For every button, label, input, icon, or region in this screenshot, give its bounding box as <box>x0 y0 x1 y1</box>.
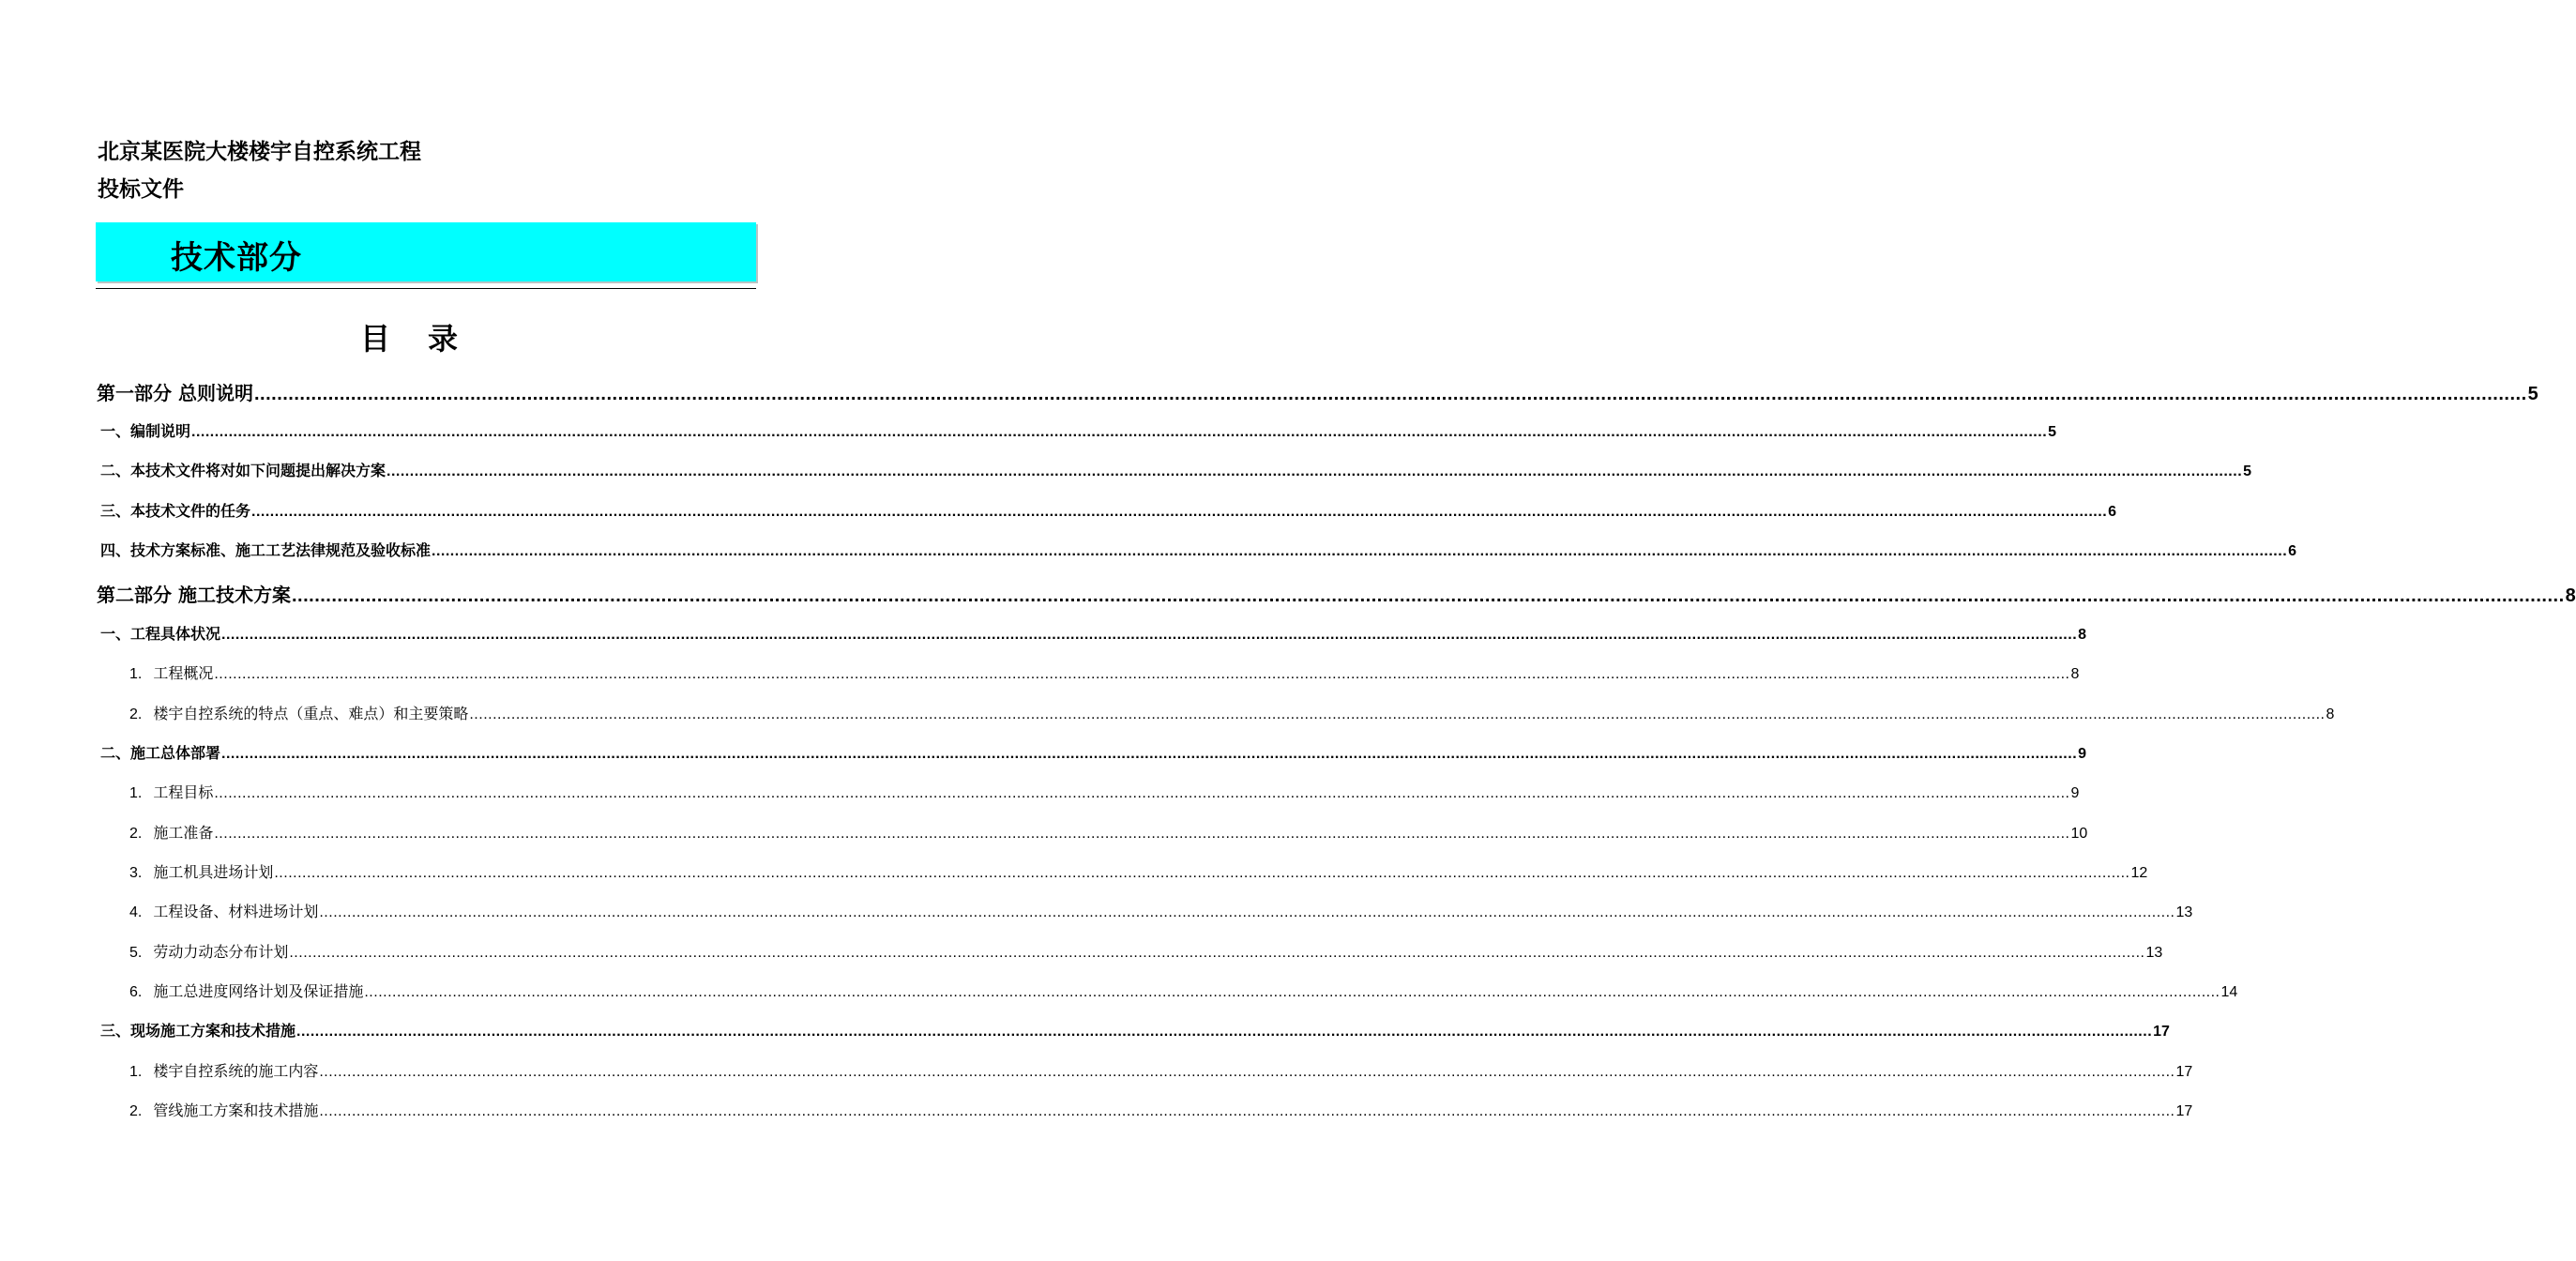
toc-page-number: 17 <box>2153 1024 2170 1040</box>
toc-dot-leader: ................................................................................................................................................................................................................................................................................................................................................................................................................ <box>364 984 2220 1000</box>
toc-page-number: 13 <box>2145 945 2163 961</box>
toc-entry-label: 劳动力动态分布计划 <box>153 943 289 961</box>
toc-entry-label: 楼宇自控系统的施工内容 <box>153 1062 319 1080</box>
toc-entry-number: 1. <box>129 1064 143 1080</box>
toc-entry[interactable] <box>129 900 2193 928</box>
toc-entry-label: 三、本技术文件的任务 <box>100 502 251 520</box>
toc-entry-number: 2. <box>129 826 143 842</box>
toc-entry-label: 三、现场施工方案和技术措施 <box>100 1022 296 1040</box>
toc-entry[interactable] <box>129 1099 2193 1127</box>
toc-entry[interactable] <box>97 378 2538 406</box>
toc-dot-leader: ................................................................................................................................................................................................................................................................................................................................................................................................................ <box>221 627 2078 643</box>
toc-entry-number: 5. <box>129 945 143 961</box>
toc-page-number: 8 <box>2565 585 2576 606</box>
toc-dot-leader: ................................................................................................................................................................................................................................................................................................................................................................................................................ <box>251 504 2108 520</box>
toc-dot-leader: ................................................................................................................................................................................................................................................................................................................................................................................................................ <box>291 585 2565 606</box>
toc-page-number: 8 <box>2326 706 2335 722</box>
toc-page-number: 5 <box>2243 463 2252 479</box>
toc-entry-label: 工程目标 <box>153 783 214 801</box>
toc-dot-leader: ................................................................................................................................................................................................................................................................................................................................................................................................................ <box>432 543 2288 559</box>
horizontal-rule <box>96 288 756 289</box>
toc-dot-leader: ................................................................................................................................................................................................................................................................................................................................................................................................................ <box>289 945 2145 961</box>
toc-dot-leader: ................................................................................................................................................................................................................................................................................................................................................................................................................ <box>191 424 2048 440</box>
toc-page-number: 9 <box>2078 746 2087 762</box>
toc-entry[interactable] <box>129 821 2088 849</box>
document-subtitle: 投标文件 <box>98 177 184 202</box>
toc-page-number: 10 <box>2070 826 2088 842</box>
toc-page-number: 17 <box>2175 1064 2193 1080</box>
toc-page-number: 6 <box>2108 504 2117 520</box>
toc-entry-label: 管线施工方案和技术措施 <box>153 1101 319 1119</box>
toc-entry[interactable] <box>100 622 2087 650</box>
toc-entry-label: 二、本技术文件将对如下问题提出解决方案 <box>100 462 386 479</box>
toc-entry[interactable] <box>129 860 2148 889</box>
toc-entry-number: 6. <box>129 984 143 1000</box>
toc-dot-leader: ................................................................................................................................................................................................................................................................................................................................................................................................................ <box>214 666 2070 682</box>
toc-entry-label: 施工机具进场计划 <box>153 863 274 881</box>
toc-dot-leader: ................................................................................................................................................................................................................................................................................................................................................................................................................ <box>469 706 2326 722</box>
toc-entry-label: 施工总进度网络计划及保证措施 <box>153 982 364 1000</box>
toc-dot-leader: ................................................................................................................................................................................................................................................................................................................................................................................................................ <box>386 463 2243 479</box>
toc-page-number: 5 <box>2527 384 2538 404</box>
toc-page-number: 8 <box>2078 627 2087 643</box>
toc-dot-leader: ................................................................................................................................................................................................................................................................................................................................................................................................................ <box>319 904 2175 920</box>
toc-entry[interactable] <box>129 702 2335 730</box>
toc-entry-label: 四、技术方案标准、施工工艺法律规范及验收标准 <box>100 541 432 559</box>
toc-entry[interactable] <box>100 499 2117 527</box>
toc-entry-number: 2. <box>129 706 143 722</box>
toc-entry-label: 一、编制说明 <box>100 422 191 440</box>
toc-entry-label: 二、施工总体部署 <box>100 744 221 762</box>
toc-page-number: 12 <box>2130 865 2148 881</box>
toc-dot-leader: ................................................................................................................................................................................................................................................................................................................................................................................................................ <box>214 826 2070 842</box>
toc-dot-leader: ................................................................................................................................................................................................................................................................................................................................................................................................................ <box>214 785 2070 801</box>
toc-page-number: 13 <box>2175 904 2193 920</box>
project-title: 北京某医院大楼楼宇自控系统工程 <box>98 140 421 164</box>
section-banner-label: 技术部分 <box>171 239 302 277</box>
toc-dot-leader: ................................................................................................................................................................................................................................................................................................................................................................................................................ <box>253 384 2527 404</box>
toc-entry[interactable] <box>100 459 2252 487</box>
toc-entry-label: 楼宇自控系统的特点（重点、难点）和主要策略 <box>153 705 469 722</box>
toc-page-number: 8 <box>2070 666 2080 682</box>
toc-entry-number: 3. <box>129 865 143 881</box>
section-banner <box>96 222 756 281</box>
toc-entry-number: 1. <box>129 666 143 682</box>
toc-page-number: 5 <box>2048 424 2057 440</box>
toc-entry-label: 施工准备 <box>153 824 214 842</box>
toc-dot-leader: ................................................................................................................................................................................................................................................................................................................................................................................................................ <box>221 746 2078 762</box>
toc-entry[interactable] <box>100 419 2057 448</box>
toc-page-number: 9 <box>2070 785 2080 801</box>
toc-entry-label: 工程概况 <box>153 664 214 682</box>
toc-page-number: 14 <box>2220 984 2238 1000</box>
toc-entry[interactable] <box>100 741 2087 769</box>
toc-entry[interactable] <box>129 781 2080 809</box>
toc-entry[interactable] <box>100 1019 2170 1047</box>
toc-entry-label: 第一部分 总则说明 <box>97 382 253 404</box>
toc-entry-label: 工程设备、材料进场计划 <box>153 903 319 920</box>
toc-entry-number: 2. <box>129 1103 143 1119</box>
toc-entry[interactable] <box>129 980 2238 1008</box>
toc-heading: 目录 <box>359 321 495 357</box>
toc-dot-leader: ................................................................................................................................................................................................................................................................................................................................................................................................................ <box>319 1103 2175 1119</box>
toc-entry[interactable] <box>129 661 2080 690</box>
toc-entry-label: 第二部分 施工技术方案 <box>97 584 291 606</box>
toc-page-number: 17 <box>2175 1103 2193 1119</box>
toc-entry[interactable] <box>97 580 2576 608</box>
toc-dot-leader: ................................................................................................................................................................................................................................................................................................................................................................................................................ <box>274 865 2130 881</box>
toc-dot-leader: ................................................................................................................................................................................................................................................................................................................................................................................................................ <box>319 1064 2175 1080</box>
toc-dot-leader: ................................................................................................................................................................................................................................................................................................................................................................................................................ <box>296 1024 2153 1040</box>
toc-entry-label: 一、工程具体状况 <box>100 625 221 643</box>
toc-page-number: 6 <box>2288 543 2297 559</box>
toc-entry-number: 4. <box>129 904 143 920</box>
toc-entry[interactable] <box>129 940 2163 968</box>
toc-entry[interactable] <box>100 539 2297 567</box>
toc-entry[interactable] <box>129 1059 2193 1087</box>
toc-entry-number: 1. <box>129 785 143 801</box>
